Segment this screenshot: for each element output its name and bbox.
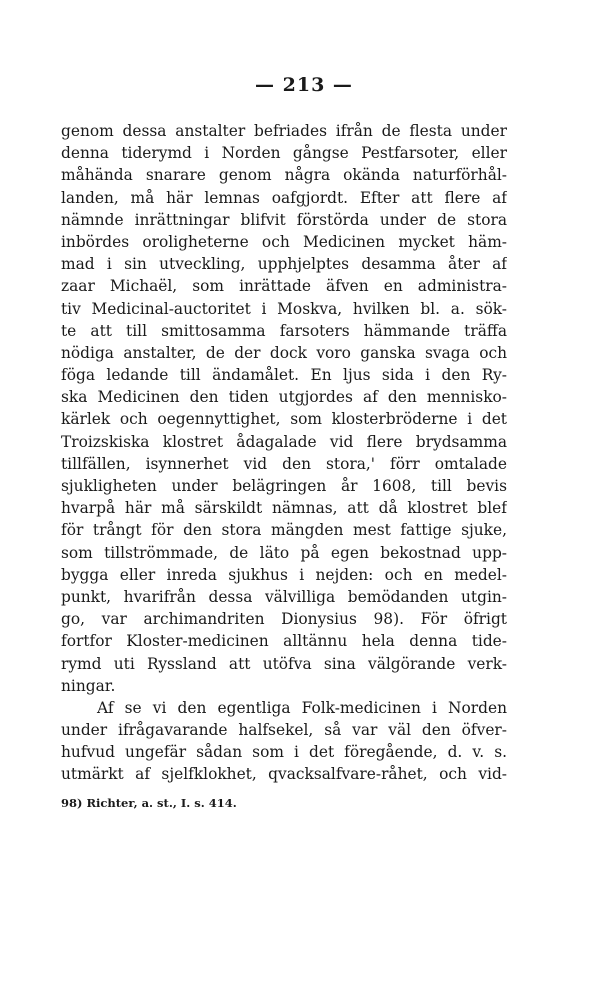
text-line: inbördes oroligheterne och Medicinen mycket häm- (61, 232, 507, 251)
text-line: utmärkt af sjelfklokhet, qvacksalfvare-råhet, och vid- (61, 765, 507, 784)
text-line: kärlek och oegennyttighet, som klosterbröderne i det (61, 410, 507, 429)
text-line: hvarpå här må särskildt nämnas, att då klostret blef (61, 499, 507, 518)
text-line: sjukligheten under belägringen år 1608, till bevis (61, 477, 507, 495)
text-line: zaar Michaël, som inrättade äfven en administra- (61, 277, 507, 296)
paragraph-end-line: ningar. (61, 676, 116, 695)
text-line: landen, må här lemnas oafgjordt. Efter att flere af (61, 188, 507, 207)
text-line: ska Medicinen den tiden utgjordes af den mennisko- (61, 388, 507, 407)
text-line: genom dessa anstalter befriades ifrån de flesta under (61, 122, 507, 140)
text-line: Troizskiska klostret ådagalade vid flere brydsamma (61, 432, 507, 451)
body-text (61, 120, 507, 786)
text-line: denna tiderymd i Norden gångse Pestfarsoter, eller (61, 144, 507, 163)
text-line: tillfällen, isynnerhet vid den stora,' förr omtalade (61, 454, 507, 473)
text-line: rymd uti Ryssland att utöfva sina välgörande verk- (61, 654, 507, 673)
text-line: bygga eller inreda sjukhus i nejden: och en medel- (61, 565, 507, 584)
text-line: under ifrågavarande halfsekel, så var väl den öfver- (61, 721, 507, 740)
paragraph-first-line: Af se vi den egentliga Folk-medicinen i Norden (97, 698, 507, 717)
text-line: som tillströmmade, de läto på egen bekostnad upp- (61, 543, 507, 562)
text-line: nämnde inrättningar blifvit förstörda under de stora (61, 210, 507, 229)
text-line: go, var archimandriten Dionysius 98). För öfrigt (61, 610, 507, 629)
text-line: hufvud ungefär sådan som i det föregående, d. v. s. (61, 743, 507, 762)
text-line: måhända snarare genom några okända naturförhål- (61, 166, 507, 185)
text-line: för trångt för den stora mängden mest fattige sjuke, (61, 521, 507, 540)
page-number: — 213 — (255, 74, 353, 96)
text-line: fortfor Kloster-medicinen alltännu hela denna tide- (61, 632, 507, 651)
text-line: föga ledande till ändamålet. En ljus sida i den Ry- (61, 366, 507, 385)
footnote: 98) Richter, a. st., I. s. 414. (61, 796, 237, 810)
text-line: punkt, hvarifrån dessa välvilliga bemödanden utgin- (61, 587, 507, 606)
text-line: mad i sin utveckling, upphjelptes desamma åter af (61, 255, 507, 274)
text-line: nödiga anstalter, de der dock voro ganska svaga och (61, 343, 507, 362)
text-line: tiv Medicinal-auctoritet i Moskva, hvilken bl. a. sök- (61, 299, 507, 318)
text-line: te att till smittosamma farsoters hämmande träffa (61, 321, 507, 340)
